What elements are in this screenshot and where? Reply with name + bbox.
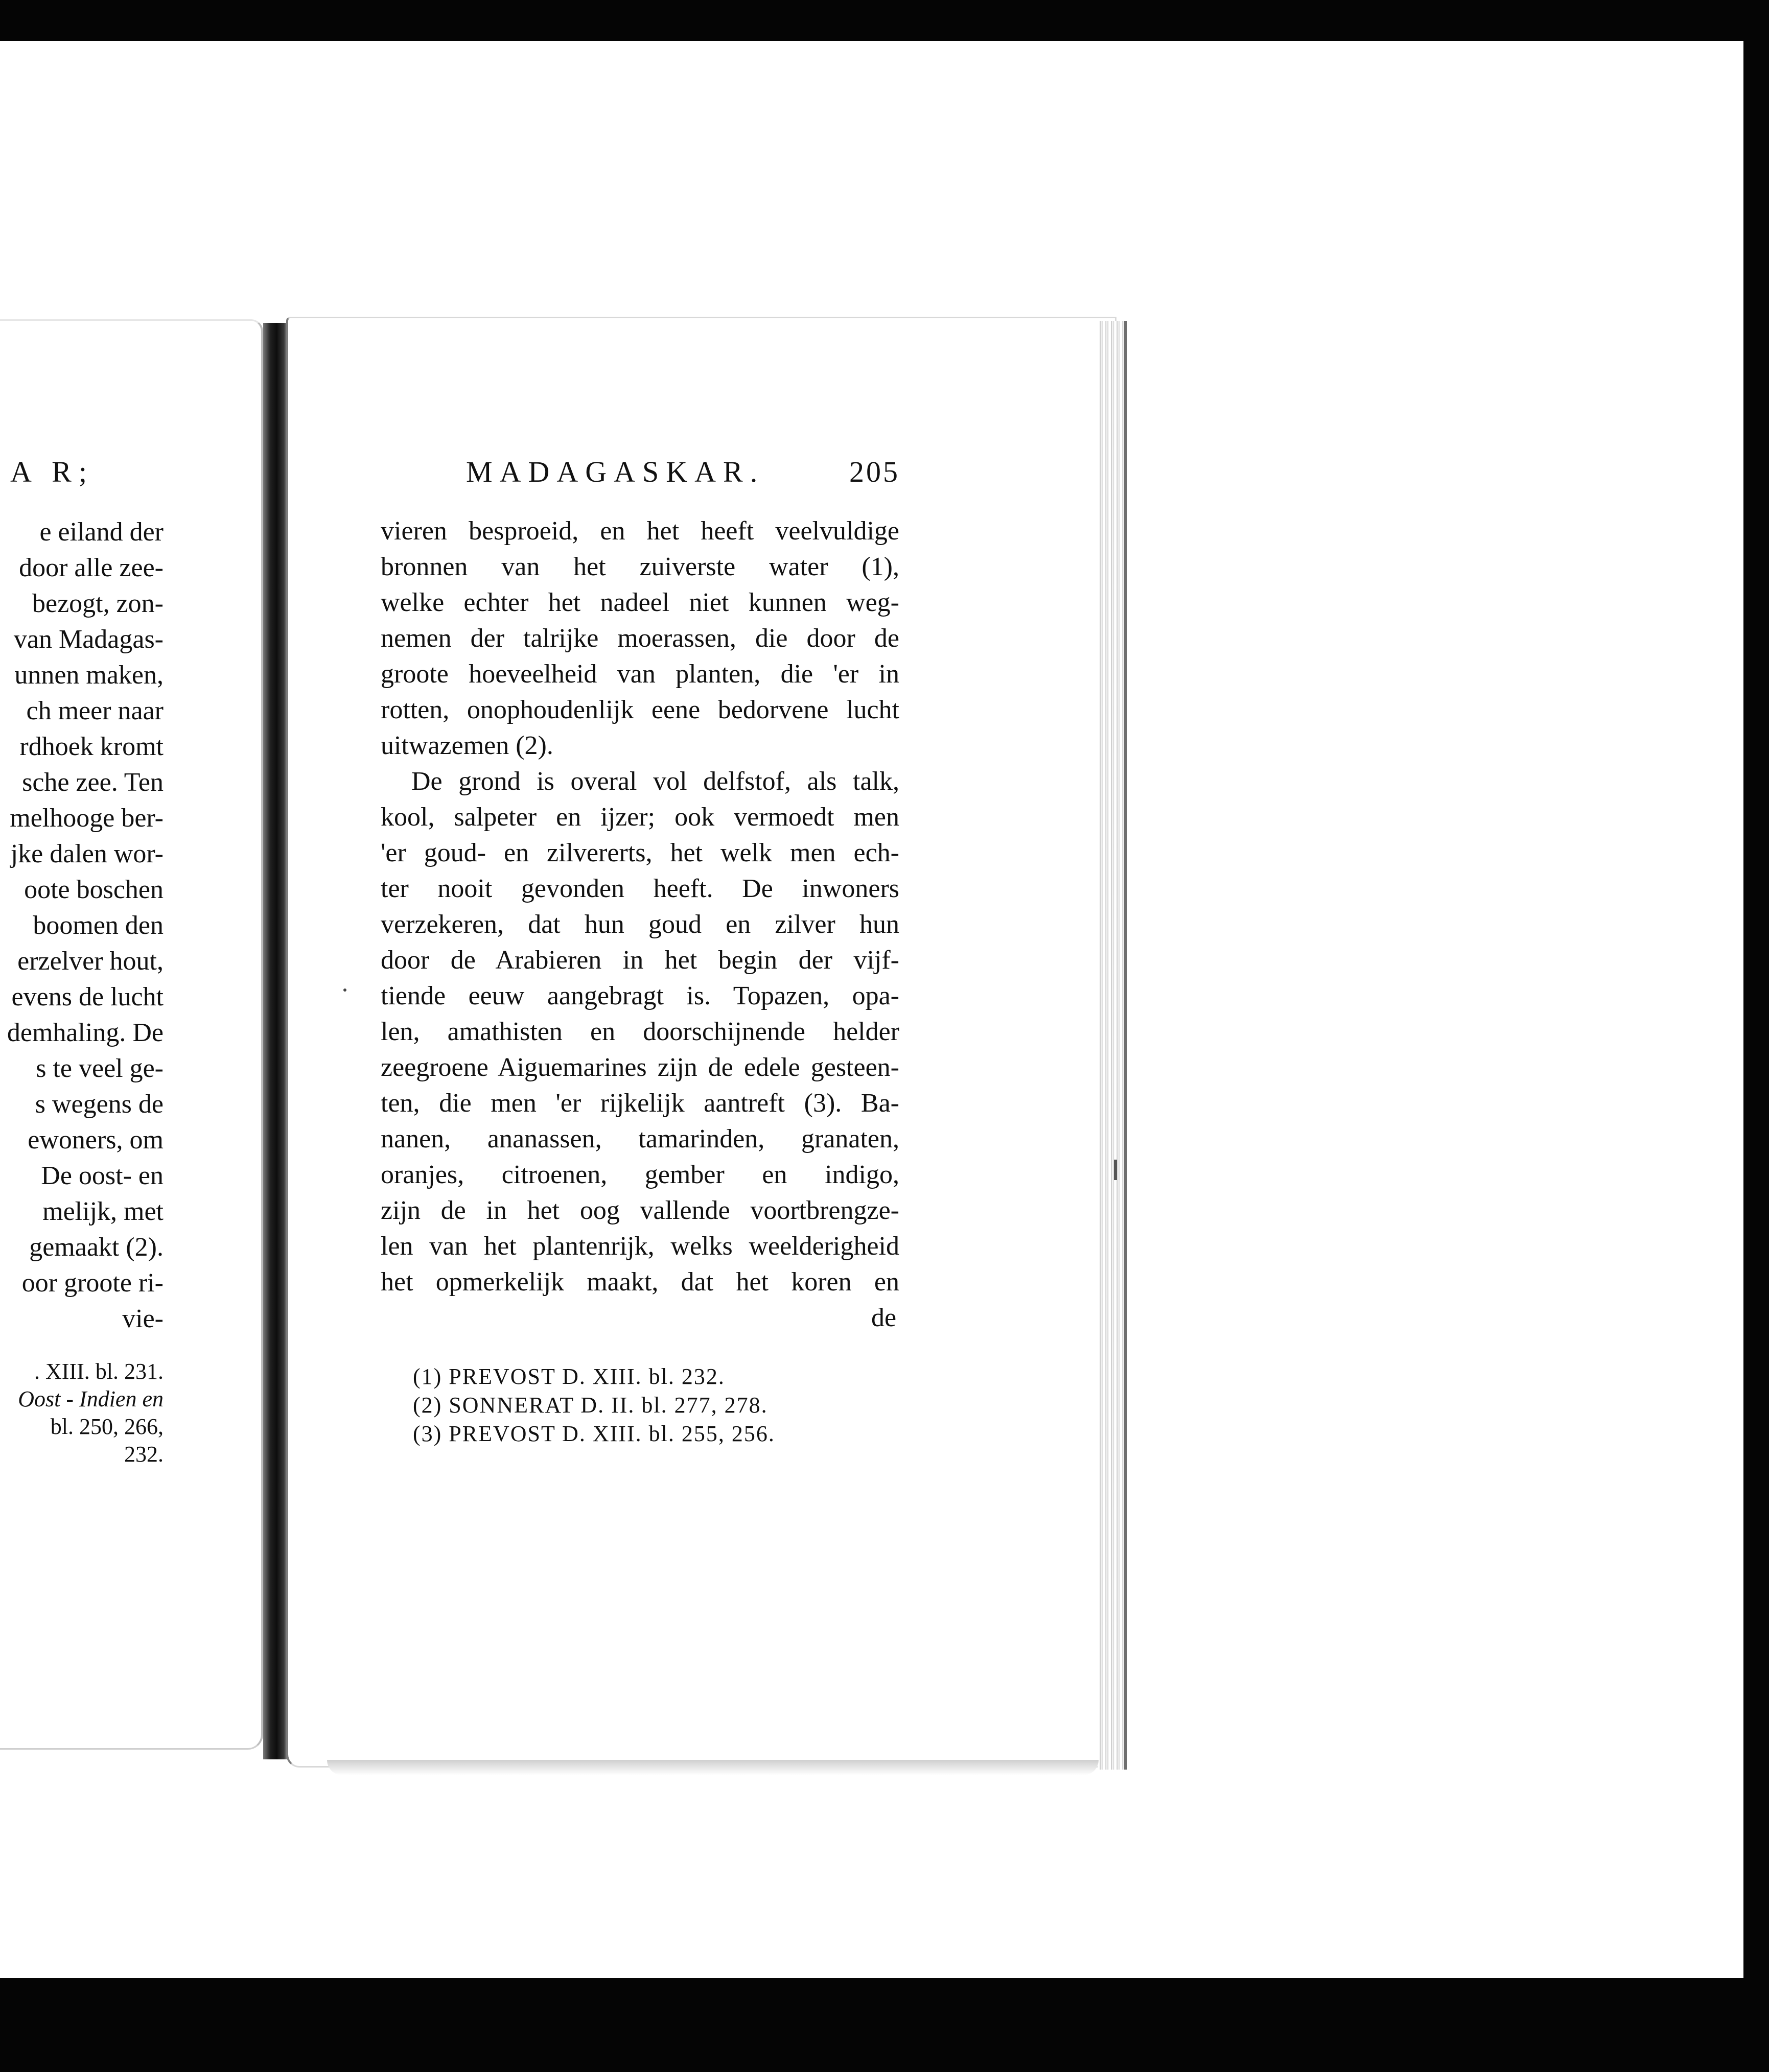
page-edge-mark (1114, 1160, 1117, 1180)
body-line: zeegroene Aiguemarines zijn de edele gesteen- (381, 1053, 899, 1082)
left-text-line: bezogt, zon- (32, 589, 164, 618)
left-text-line: ewoners, om (28, 1125, 164, 1155)
running-head: MADAGASKAR. (466, 455, 765, 488)
left-running-head: A R; (10, 455, 94, 488)
film-border-top (0, 0, 1769, 41)
film-border-bottom (0, 1978, 1769, 2072)
left-text-line: van Madagas- (13, 625, 164, 654)
book-gutter (263, 323, 288, 1759)
body-line: groote hoeveelheid van planten, die 'er in (381, 660, 899, 689)
ink-speck (343, 988, 346, 992)
left-text-line: door alle zee- (19, 553, 164, 582)
page-number: 205 (849, 455, 900, 488)
left-text-line: e eiland der (39, 517, 164, 547)
body-line: rotten, onophoudenlijk eene bedorvene lucht (381, 695, 899, 724)
footnote: (3) PREVOST D. XIII. bl. 255, 256. (413, 1421, 775, 1446)
body-line: tiende eeuw aangebragt is. Topazen, opa- (381, 981, 899, 1010)
body-line: het opmerkelijk maakt, dat het koren en (381, 1267, 899, 1297)
left-text-line: vie- (122, 1304, 164, 1333)
body-line: len, amathisten en doorschijnende helder (381, 1017, 899, 1046)
left-text-line: sche zee. Ten (22, 768, 164, 797)
page-bottom-shadow (327, 1760, 1099, 1775)
body-line: zijn de in het oog vallende voortbrengze- (381, 1196, 899, 1225)
body-line: kool, salpeter en ijzer; ook vermoedt men (381, 803, 899, 832)
body-line: welke echter het nadeel niet kunnen weg- (381, 588, 899, 617)
left-footnote: . XIII. bl. 231. (34, 1359, 164, 1384)
body-line: vieren besproeid, en het heeft veelvuldige (381, 516, 899, 546)
left-text-line: evens de lucht (11, 982, 164, 1011)
left-text-line: rdhoek kromt (19, 732, 164, 761)
left-text-line: erzelver hout, (17, 947, 164, 976)
body-line: 'er goud- en zilvererts, het welk men ech- (381, 838, 899, 867)
left-text-line: s te veel ge- (36, 1054, 164, 1083)
left-text-line: jke dalen wor- (10, 839, 164, 868)
footnote: (2) SONNERAT D. II. bl. 277, 278. (413, 1393, 768, 1418)
film-border-right (1743, 0, 1769, 2072)
body-line: oranjes, citroenen, gember en indigo, (381, 1160, 899, 1189)
left-text-line: oor groote ri- (21, 1268, 164, 1298)
left-text-line: s wegens de (35, 1090, 164, 1119)
page-edges (1098, 321, 1127, 1770)
catchword: de (871, 1303, 897, 1332)
left-text-line: demhaling. De (7, 1018, 164, 1047)
left-text-line: ch meer naar (26, 696, 164, 725)
left-text-line: unnen maken, (14, 661, 164, 690)
left-footnote: bl. 250, 266, (50, 1414, 164, 1439)
body-line: bronnen van het zuiverste water (1), (381, 552, 899, 581)
left-text-line: melijk, met (42, 1197, 164, 1226)
footnote: (1) PREVOST D. XIII. bl. 232. (413, 1364, 725, 1389)
body-line: verzekeren, dat hun goud en zilver hun (381, 910, 899, 939)
left-footnote: Oost - Indien en (18, 1386, 164, 1411)
body-line: ter nooit gevonden heeft. De inwoners (381, 874, 899, 903)
left-text-line: De oost- en (41, 1161, 164, 1190)
body-line: len van het plantenrijk, welks weelderigheid (381, 1232, 899, 1261)
body-line: uitwazemen (2). (381, 731, 553, 760)
body-line: De grond is overal vol delfstof, als talk, (411, 767, 899, 796)
left-text-line: oote boschen (24, 875, 164, 904)
body-line: nanen, ananassen, tamarinden, granaten, (381, 1124, 899, 1153)
body-line: door de Arabieren in het begin der vijf- (381, 946, 899, 975)
left-footnote: 232. (124, 1442, 164, 1467)
left-text-line: melhooge ber- (10, 804, 164, 833)
left-text-line: boomen den (33, 911, 164, 940)
left-text-line: gemaakt (2). (29, 1233, 164, 1262)
body-line: ten, die men 'er rijkelijk aantreft (3). Ba- (381, 1089, 899, 1118)
body-line: nemen der talrijke moerassen, die door de (381, 624, 899, 653)
